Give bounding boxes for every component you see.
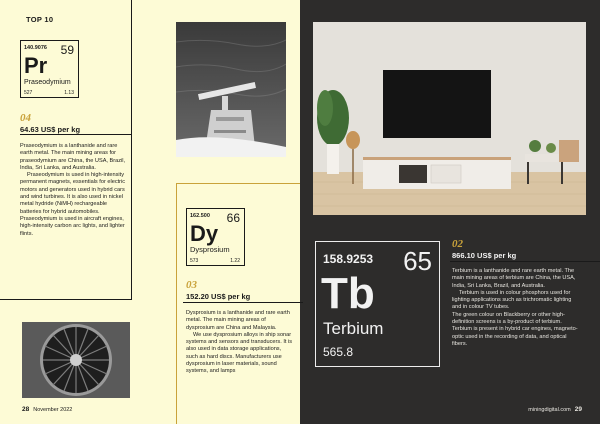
atomic-number: 66	[226, 211, 240, 225]
boiling-point: 1.13	[64, 90, 74, 96]
left-bottom-rule	[0, 299, 132, 300]
footer-left	[22, 406, 72, 413]
element-symbol: Pr	[24, 53, 48, 78]
atomic-number: 59	[60, 43, 74, 57]
price-rule-pr	[20, 134, 132, 135]
atomic-number: 65	[403, 246, 432, 276]
melting-point: 565.8	[323, 345, 354, 359]
price-per-kg: 152.20 US$ per kg	[186, 292, 251, 301]
rank-number: 04	[20, 112, 31, 124]
rank-number: 02	[452, 238, 463, 250]
footer-right	[528, 406, 582, 413]
element-name: Terbium	[323, 319, 384, 338]
gold-rule-dy	[176, 183, 300, 184]
paragraph: Praseodymium is used in high-intensity permanent magnets, essentials for electric motors and generators used in hybrid cars and wind turbines. It is also used in nickel metal hydride (NiMH) rechargeable batteries for hybrid automobiles. Praseodymium is used in aircraft engines, high-intensity carbon arc lights, and lighter flints.	[20, 172, 126, 237]
melting-point: 573	[190, 258, 199, 264]
rank-number: 03	[186, 279, 197, 291]
atomic-mass: 140.9076	[24, 45, 47, 51]
site-link[interactable]: miningdigital.com	[528, 407, 571, 413]
paragraph: Terbium is used in colour phosphors used for lighting applications such as trichromatic lighting and in colour TV tubes.	[452, 289, 572, 311]
page-number-right: 29	[574, 406, 582, 413]
element-name: Dysprosium	[190, 245, 230, 254]
article-body-dysprosium	[186, 310, 294, 376]
article-body-praseodymium	[20, 143, 126, 238]
boiling-point: 1.22	[230, 258, 240, 264]
atomic-mass: 162.500	[190, 213, 210, 219]
price-per-kg: 866.10 US$ per kg	[452, 251, 517, 260]
paragraph: The green colour on Blackberry or other high-definition screens is a by-product of terbium. Terbium is present in hybrid car engines, magneto-optic used in the recording of data, and optical fibers.	[452, 311, 578, 347]
price-rule-tb	[450, 261, 600, 262]
issue-date: November 2022	[33, 407, 73, 413]
photo-jet-engine	[22, 322, 130, 398]
atomic-mass: 158.9253	[323, 252, 374, 266]
price-rule-dy	[183, 302, 303, 303]
paragraph: Dysprosium is a lanthanide and rare earth metal. The main mining areas of dysprosium are China and Malaysia.	[186, 310, 290, 331]
element-symbol: Dy	[190, 221, 219, 246]
paragraph: Terbium is a lanthanide and rare earth metal. The main mining areas of terbium are China, the USA, India, Sri Lanka, Brazil, and Australia.	[452, 268, 576, 289]
element-symbol: Tb	[321, 269, 375, 318]
gold-divider-dy	[176, 183, 177, 424]
element-tile-praseodymium	[20, 40, 79, 98]
photo-ship-radar	[176, 22, 286, 157]
paragraph: Praseodymium is a lanthanide and rare earth metal. The main mining areas for praseodymium are China, the USA, Brazil, India, Sri Lanka, and Australia.	[20, 143, 126, 171]
left-column-divider	[131, 0, 132, 299]
photo-living-room-tv	[313, 22, 586, 215]
price-per-kg: 64.63 US$ per kg	[20, 125, 81, 134]
page-number-left: 28	[22, 406, 30, 413]
element-tile-dysprosium	[186, 208, 245, 266]
element-name: Praseodymium	[24, 79, 71, 86]
melting-point: 527	[24, 90, 33, 96]
section-label: TOP 10	[26, 15, 54, 24]
paragraph: We use dysprosium alloys in ship sonar systems and sensors and transducers. It is also used in data storage applications, such as hard discs. Manufacturers use dysprosium in laser materials, sound systems, and lamps	[186, 331, 293, 375]
element-tile-terbium	[315, 241, 440, 367]
article-body-terbium	[452, 268, 582, 348]
